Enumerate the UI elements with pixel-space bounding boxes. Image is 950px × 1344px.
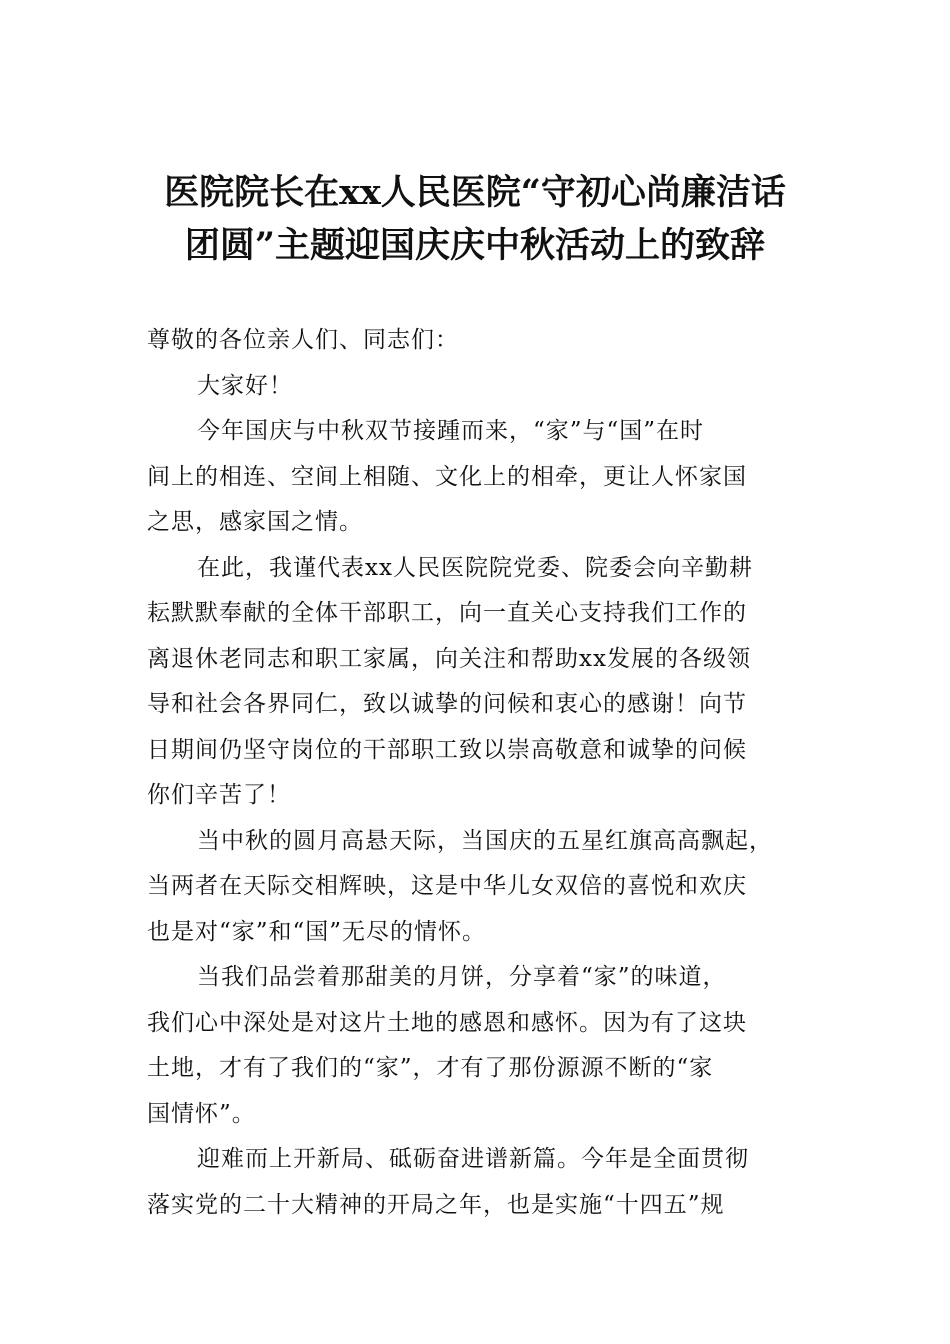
paragraph-line: 当我们品尝着那甜美的月饼，分享着“家”的味道， <box>197 964 727 990</box>
paragraph-1 <box>147 409 837 546</box>
paragraph-line: 当中秋的圆月高悬天际，当国庆的五星红旗高高飘起， <box>197 827 773 854</box>
paragraph-line: 我们心中深处是对这片土地的感恩和感怀。因为有了这块 <box>147 1009 747 1036</box>
paragraph-5 <box>147 1137 837 1228</box>
document-title <box>120 166 830 272</box>
paragraph-line: 间上的相连、空间上相随、文化上的相牵，更让人怀家国 <box>147 463 747 490</box>
paragraph-line: 今年国庆与中秋双节接踵而来，“家”与“国”在时 <box>197 418 705 444</box>
greeting: 大家好！ <box>197 372 293 399</box>
paragraph-line: 之思，感家国之情。 <box>147 509 363 535</box>
paragraph-3 <box>147 819 837 956</box>
paragraph-2 <box>147 546 837 819</box>
paragraph-line: 离退休老同志和职工家属，向关注和帮助xx发展的各级领 <box>147 645 751 672</box>
paragraph-line: 落实党的二十大精神的开局之年，也是实施“十四五”规 <box>147 1191 725 1218</box>
title-line-2: 团圆”主题迎国庆庆中秋活动上的致辞 <box>184 225 766 266</box>
document-body <box>147 318 837 1228</box>
paragraph-line: 导和社会各界同仁，致以诚挚的问候和衷心的感谢！向节 <box>147 691 747 717</box>
salutation: 尊敬的各位亲人们、同志们： <box>147 327 459 353</box>
paragraph-4 <box>147 955 837 1137</box>
paragraph-line: 也是对“家”和“国”无尽的情怀。 <box>147 918 487 945</box>
paragraph-line: 迎难而上开新局、砥砺奋进谱新篇。今年是全面贯彻 <box>197 1146 749 1172</box>
paragraph-line: 在此，我谨代表xx人民医院院党委、院委会向辛勤耕 <box>197 554 753 581</box>
paragraph-line: 日期间仍坚守岗位的干部职工致以崇高敬意和诚挚的问候 <box>147 736 747 763</box>
paragraph-line: 你们辛苦了！ <box>147 782 291 808</box>
paragraph-line: 国情怀”。 <box>147 1100 256 1127</box>
paragraph-line: 土地，才有了我们的“家”，才有了那份源源不断的“家 <box>147 1055 714 1081</box>
paragraph-line: 当两者在天际交相辉映，这是中华儿女双倍的喜悦和欢庆 <box>147 873 747 899</box>
title-line-1: 医院院长在xx人民医院“守初心尚廉洁话 <box>164 172 786 213</box>
paragraph-line: 耘默默奉献的全体干部职工，向一直关心支持我们工作的 <box>147 600 747 626</box>
